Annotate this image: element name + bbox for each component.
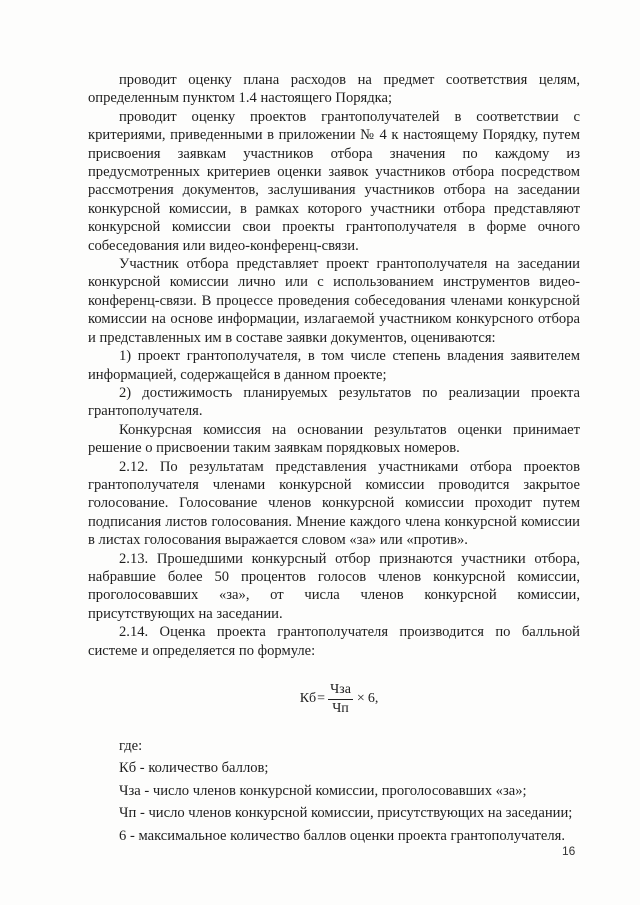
- where-label: где:: [119, 738, 143, 754]
- definition-chza: Чза - число членов конкурсной комиссии, проголосовавших «за»;: [119, 782, 527, 799]
- formula-multiplier: 6: [367, 691, 375, 707]
- formula-denominator: Чп: [332, 701, 349, 716]
- list-item-achievability: 2) достижимость планируемых результатов по реализации проекта грантополучателя.: [88, 384, 580, 420]
- formula-equals: =: [317, 691, 326, 707]
- paragraph-participant-presentation: Участник отбора представляет проект грантополучателя на заседании конкурсной комиссии лично или с использованием инструментов видео-конференц-связи. В процессе проведения собеседования членами конкурсной комиссии на основе информации, излагаемой участником конкурсного отбора и представленных им в составе заявки документов, оцениваются:: [88, 256, 580, 346]
- definition-chp: Чп - число членов конкурсной комиссии, присутствующих на заседании;: [119, 805, 573, 822]
- paragraph-clause-2-14: 2.14. Оценка проекта грантополучателя производится по балльной системе и определяется по формуле:: [88, 624, 580, 659]
- paragraph-project-evaluation: проводит оценку проектов грантополучателей в соответствии с критериями, приведенными в приложении № 4 к настоящему Порядку, путем присвоения заявкам участников отбора значения по каждому из предусмотренных критериев оценки заявок участников отбора посредством рассмотрения документов, заслушивания участников отбора на заседании конкурсной комиссии, в рамках которого участники отбора представляют конкурсной комиссии свои проекты грантополучателя в форме очного собеседования или видео-конференц-связи.: [88, 108, 580, 254]
- paragraph-clause-2-13: 2.13. Прошедшими конкурсный отбор признаются участники отбора, набравшие более 50 процентов голосов членов конкурсной комиссии, проголосовавших «за», от числа членов конкурсной комиссии, присутствующих на заседании.: [88, 550, 580, 622]
- document-body: [88, 71, 580, 845]
- formula-fraction: [328, 682, 353, 717]
- paragraph-commission-decision: Конкурсная комиссия на основании результатов оценки принимает решение о присвоении таким заявкам порядковых номеров.: [88, 421, 580, 457]
- score-formula: [300, 682, 379, 717]
- formula-block: [88, 682, 580, 717]
- formula-numerator: Чза: [328, 682, 353, 700]
- definition-max-score: 6 - максимальное количество баллов оценки проекта грантополучателя.: [119, 827, 565, 844]
- definition-kb: Кб - количество баллов;: [119, 760, 269, 777]
- formula-trailing: ,: [374, 691, 379, 707]
- paragraph-clause-2-12: 2.12. По результатам представления участниками отбора проектов грантополучателя членами конкурсной комиссии проводится закрытое голосование. Голосование членов конкурсной комиссии проходит путем подписания листов голосования. Мнение каждого члена конкурсной комиссии в листах голосования выражается словом «за» или «против».: [88, 458, 580, 549]
- list-item-project: 1) проект грантополучателя, в том числе степень владения заявителем информацией, содержащейся в данном проекте;: [88, 348, 580, 383]
- page-number: 16: [562, 844, 576, 858]
- formula-lhs: Кб: [299, 691, 317, 707]
- formula-times: ×: [356, 691, 365, 707]
- paragraph-budget-evaluation: проводит оценку плана расходов на предмет соответствия целям, определенным пунктом 1.4 настоящего Порядка;: [88, 72, 580, 107]
